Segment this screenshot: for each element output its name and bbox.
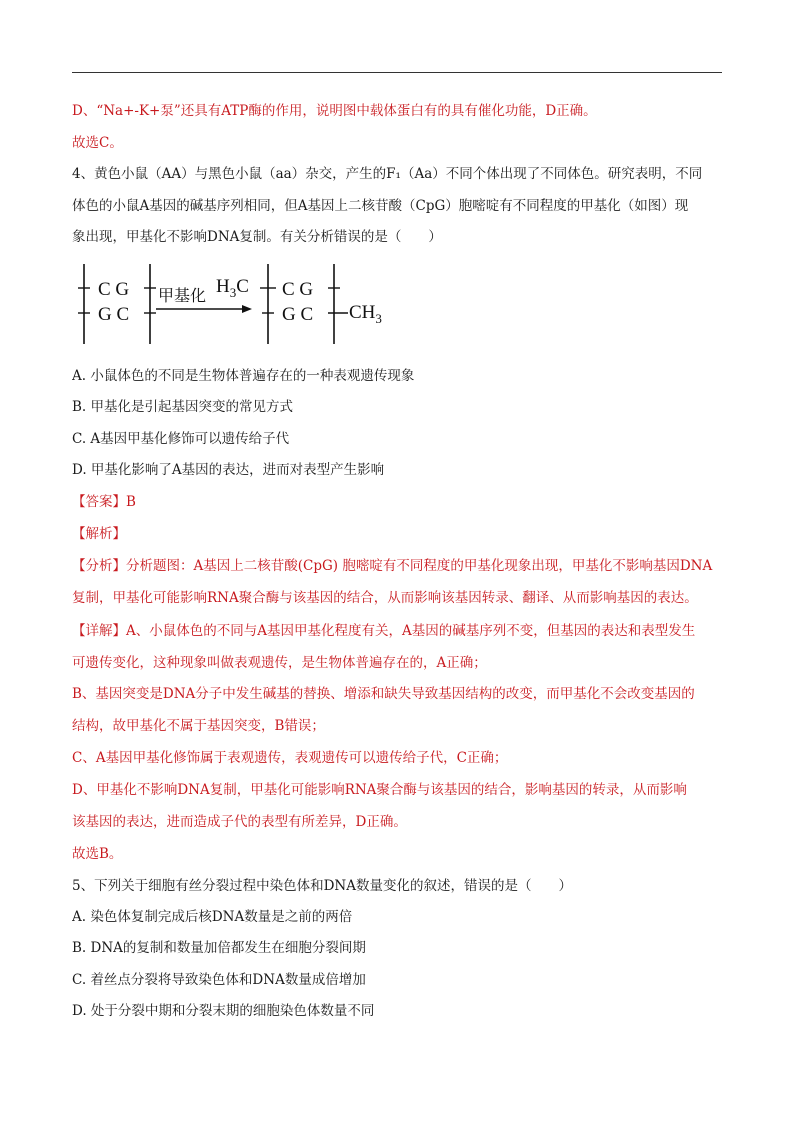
option-d: D. 甲基化影响了A基因的表达，进而对表型产生影响	[72, 462, 385, 478]
detail-text: 【详解】A、小鼠体色的不同与A基因甲基化程度有关，A基因的碱基序列不变，但基因的表达和表型发生	[72, 623, 696, 639]
question-4-text: 体色的小鼠A基因的碱基序列相同，但A基因上二核苷酸（CpG）胞嘧啶有不同程度的甲基化（如图）现	[72, 198, 689, 214]
detail-text: 该基因的表达，进而造成子代的表型有所差异，D正确。	[72, 814, 407, 830]
answer-line: 【答案】B	[72, 494, 136, 510]
detail-text: 可遗传变化，这种现象叫做表观遗传，是生物体普遍存在的，A正确；	[72, 655, 487, 671]
base-pair-bottom: G C	[282, 304, 314, 325]
choice-line: 故选B。	[72, 846, 123, 862]
arrow-label: 甲基化	[158, 288, 207, 305]
choice-line: 故选C。	[72, 135, 123, 151]
base-pair-top: C G	[98, 279, 130, 300]
arrow-head-icon	[242, 305, 252, 313]
base-pair-bottom: G C	[98, 304, 130, 325]
detail-text: D、甲基化不影响DNA复制，甲基化可能影响RNA聚合酶与该基因的结合，影响基因的转录，从而影响	[72, 782, 687, 798]
option-a: A. 染色体复制完成后核DNA数量是之前的两倍	[72, 909, 353, 925]
base-pair-top: C G	[282, 279, 314, 300]
explanation-heading: 【解析】	[72, 526, 126, 542]
header-rule	[72, 72, 722, 73]
option-c: C. 着丝点分裂将导致染色体和DNA数量成倍增加	[72, 972, 366, 988]
question-5-text: 5、下列关于细胞有丝分裂过程中染色体和DNA数量变化的叙述，错误的是（ ）	[72, 878, 572, 894]
detail-text: 结构，故甲基化不属于基因突变，B错误；	[72, 718, 325, 734]
question-4-text: 4、黄色小鼠（AA）与黑色小鼠（aa）杂交，产生的F₁（Aa）不同个体出现了不同体色。研究表明，不同	[72, 166, 703, 182]
analysis-text: 复制，甲基化可能影响RNA聚合酶与该基因的结合，从而影响该基因转录、翻译、从而影响基因的表达。	[72, 590, 698, 606]
option-c: C. A基因甲基化修饰可以遗传给子代	[72, 431, 290, 447]
methylation-diagram	[72, 258, 402, 348]
detail-text: C、A基因甲基化修饰属于表观遗传，表观遗传可以遗传给子代，C正确；	[72, 750, 508, 766]
option-b: B. 甲基化是引起基因突变的常见方式	[72, 399, 294, 415]
option-d: D. 处于分裂中期和分裂末期的细胞染色体数量不同	[72, 1003, 375, 1019]
option-a: A. 小鼠体色的不同是生物体普遍存在的一种表观遗传现象	[72, 368, 415, 384]
question-4-text: 象出现，甲基化不影响DNA复制。有关分析错误的是（ ）	[72, 229, 442, 245]
methyl-group-left: $H_3C$	[216, 276, 249, 300]
analysis-line: D、“Na+-K+泵”还具有ATP酶的作用，说明图中载体蛋白有的具有催化功能，D正确。	[72, 103, 597, 119]
detail-text: B、基因突变是DNA分子中发生碱基的替换、增添和缺失导致基因结构的改变，而甲基化不会改变基因的	[72, 686, 695, 702]
analysis-text: 【分析】分析题图：A基因上二核苷酸(CpG) 胞嘧啶有不同程度的甲基化现象出现，甲基化不影响基因DNA	[72, 558, 713, 574]
methyl-group-right: $CH_3$	[349, 302, 382, 326]
option-b: B. DNA的复制和数量加倍都发生在细胞分裂间期	[72, 940, 366, 956]
